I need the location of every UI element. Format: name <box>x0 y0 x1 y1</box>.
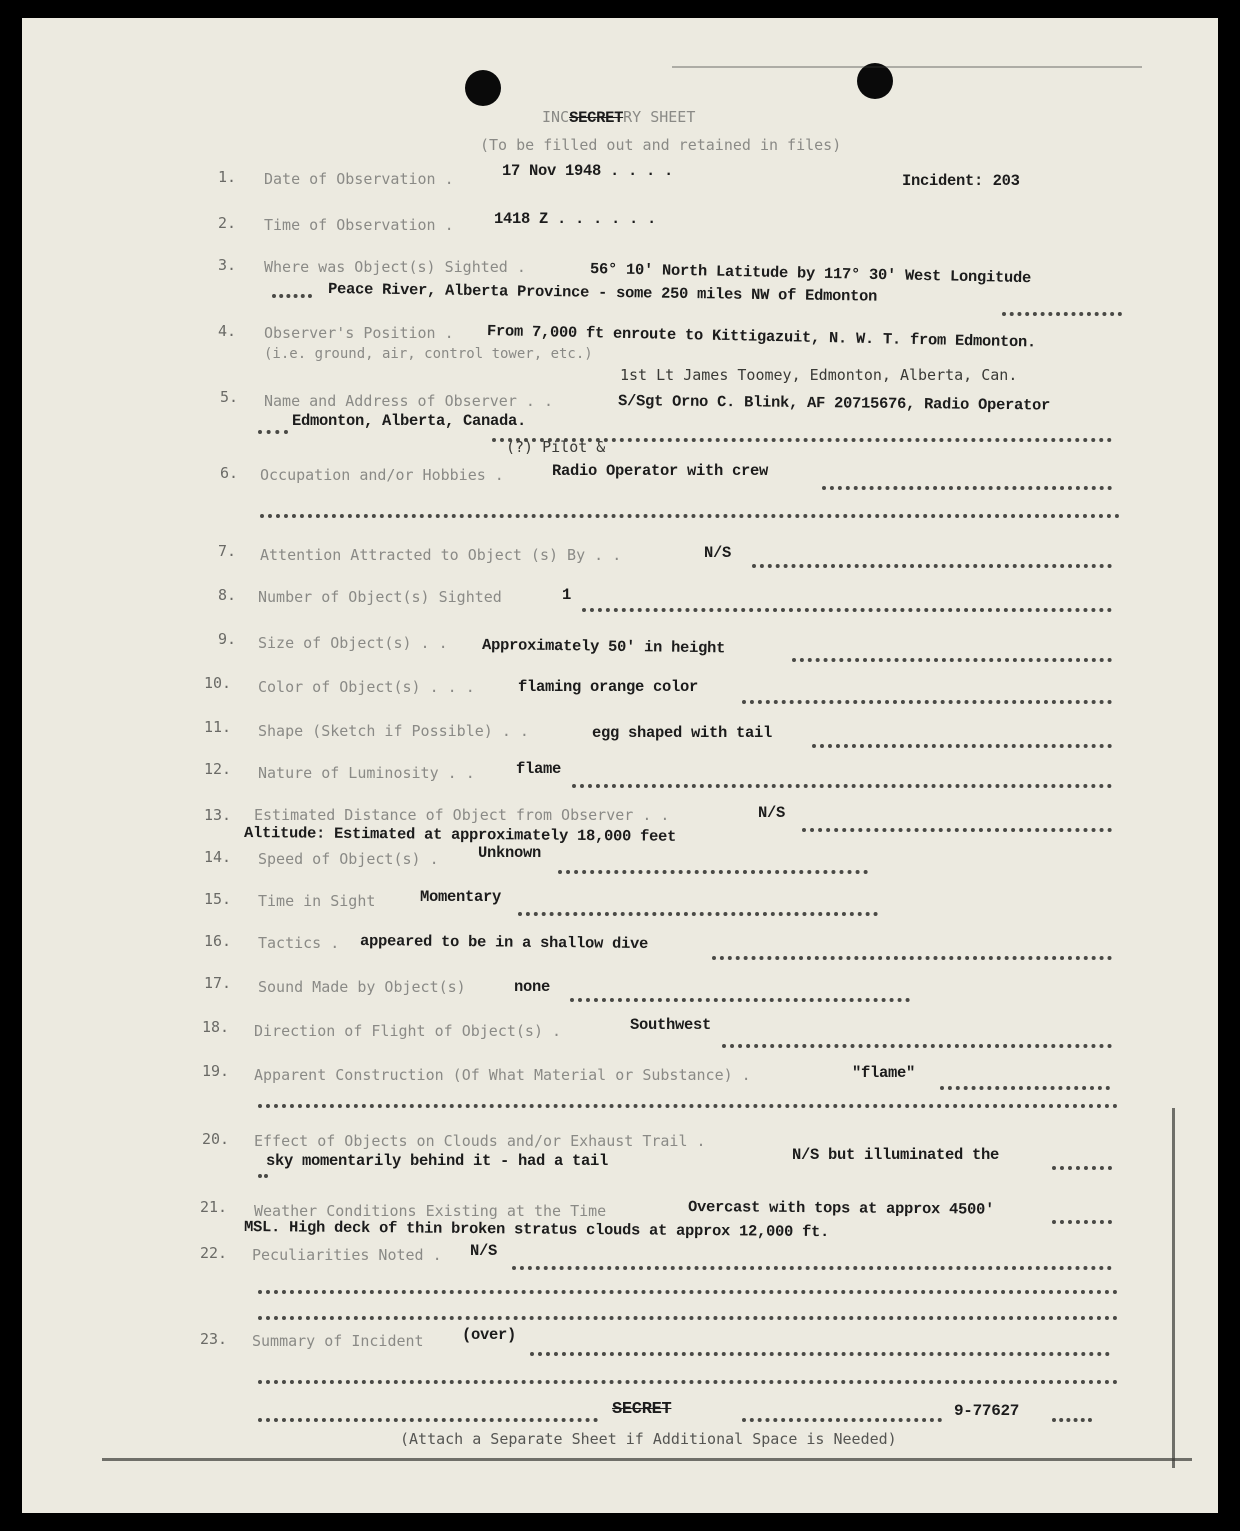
item-value: appeared to be in a shallow dive <box>359 932 649 954</box>
fill-dots <box>1002 312 1122 316</box>
item-label: Sound Made by Object(s) <box>258 978 466 996</box>
item-label: Speed of Object(s) . <box>258 850 439 868</box>
item-value: none <box>514 978 551 996</box>
fill-dots <box>1052 1220 1112 1224</box>
item-label: Peculiarities Noted . <box>252 1246 442 1264</box>
item-label: Shape (Sketch if Possible) . . <box>258 722 529 740</box>
item-value: 17 Nov 1948 . . . . <box>502 162 674 180</box>
item-label: Estimated Distance of Object from Observer . . <box>254 806 670 824</box>
document-number: 9-77627 <box>954 1402 1020 1420</box>
item-label: Effect of Objects on Clouds and/or Exhaust Trail . <box>254 1132 706 1150</box>
item-number: 16. <box>204 932 232 950</box>
item-value: Southwest <box>630 1016 712 1034</box>
item-value: N/S <box>470 1242 498 1260</box>
fill-dots <box>822 486 1112 490</box>
item-value-line2: Edmonton, Alberta, Canada. <box>292 412 527 430</box>
item-value: S/Sgt Orno C. Blink, AF 20715676, Radio Operator <box>617 392 1051 415</box>
fill-dots <box>582 608 1112 612</box>
item-label: Occupation and/or Hobbies . <box>260 466 504 484</box>
item-number: 22. <box>200 1244 228 1262</box>
item-label: Time of Observation . <box>264 216 454 234</box>
item-value-line2: Altitude: Estimated at approximately 18,000 feet <box>243 824 677 846</box>
item-label: Color of Object(s) . . . <box>258 678 475 696</box>
form-title: INCSECRETRY SHEET <box>542 108 696 127</box>
fill-dots <box>1052 1418 1092 1422</box>
item-value: 1418 Z . . . . . . <box>494 210 657 228</box>
item-label: Date of Observation . <box>264 170 454 188</box>
item-value-line2: Peace River, Alberta Province - some 250 miles NW of Edmonton <box>327 280 878 306</box>
item-sublabel: (i.e. ground, air, control tower, etc.) <box>264 346 593 362</box>
fill-dots <box>940 1086 1110 1090</box>
footer-note: (Attach a Separate Sheet if Additional Space is Needed) <box>400 1430 897 1448</box>
item-label: Time in Sight <box>258 892 376 910</box>
item-value-typed: (?) Pilot & <box>506 438 606 456</box>
fill-dots <box>258 1104 1118 1108</box>
item-number: 11. <box>204 718 232 736</box>
item-number: 12. <box>204 760 232 778</box>
item-value: 56° 10' North Latitude by 117° 30' West Longitude <box>589 260 1032 288</box>
item-value-line2: MSL. High deck of thin broken stratus clouds at approx 12,000 ft. <box>243 1218 830 1242</box>
item-number: 1. <box>218 168 237 186</box>
item-value: egg shaped with tail <box>592 724 773 742</box>
item-number: 4. <box>218 322 237 340</box>
item-label: Direction of Flight of Object(s) . <box>254 1022 562 1040</box>
item-value: N/S <box>758 804 786 822</box>
punch-hole-right <box>857 63 893 99</box>
item-value: flame <box>516 760 562 778</box>
item-number: 20. <box>202 1130 230 1148</box>
item-number: 5. <box>220 388 239 406</box>
item-label: Name and Address of Observer . . <box>264 392 553 410</box>
fill-dots <box>258 1380 1118 1384</box>
security-stamp: SECRET <box>612 1400 672 1419</box>
fill-dots <box>572 784 1112 788</box>
item-label: Apparent Construction (Of What Material or Substance) . <box>254 1066 751 1084</box>
item-label: Attention Attracted to Object (s) By . . <box>260 546 622 564</box>
item-value: 1 <box>562 586 572 604</box>
item-value: Overcast with tops at approx 4500' <box>687 1198 995 1219</box>
fill-dots <box>258 1418 598 1422</box>
item-label: Number of Object(s) Sighted <box>258 588 502 606</box>
item-value: (over) <box>462 1326 517 1344</box>
item-number: 7. <box>218 542 237 560</box>
fill-dots <box>272 294 312 298</box>
fill-dots <box>752 564 1112 568</box>
item-value: Unknown <box>478 844 542 862</box>
item-label: Weather Conditions Existing at the Time <box>254 1202 607 1220</box>
item-label: Observer's Position . <box>264 324 454 342</box>
item-number: 14. <box>204 848 232 866</box>
punch-hole-left <box>465 70 501 106</box>
document-page <box>22 18 1218 1513</box>
fill-dots <box>712 956 1112 960</box>
item-value: Approximately 50' in height <box>481 636 726 658</box>
fill-dots <box>792 658 1112 662</box>
fill-dots <box>258 430 288 434</box>
bottom-scan-line <box>102 1458 1192 1461</box>
item-number: 10. <box>204 674 232 692</box>
item-number: 21. <box>200 1198 228 1216</box>
fill-dots <box>742 700 1112 704</box>
item-number: 23. <box>200 1330 228 1348</box>
item-number: 13. <box>204 806 232 824</box>
fill-dots <box>260 514 1120 518</box>
item-value: flaming orange color <box>518 678 699 696</box>
item-number: 19. <box>202 1062 230 1080</box>
item-number: 9. <box>218 630 237 648</box>
top-scan-line <box>672 66 1142 68</box>
form-subtitle: (To be filled out and retained in files) <box>480 136 842 154</box>
item-number: 2. <box>218 214 237 232</box>
item-number: 18. <box>202 1018 230 1036</box>
right-scan-line <box>1172 1108 1175 1468</box>
fill-dots <box>258 1290 1118 1294</box>
item-value: N/S but illuminated the <box>792 1146 1000 1164</box>
item-number: 6. <box>220 464 239 482</box>
item-value-line2: sky momentarily behind it - had a tail <box>266 1152 609 1170</box>
item-label: Summary of Incident <box>252 1332 424 1350</box>
item-label: Nature of Luminosity . . <box>258 764 475 782</box>
item-label: Tactics . <box>258 934 340 952</box>
fill-dots <box>518 912 878 916</box>
item-label: Size of Object(s) . . <box>258 634 448 652</box>
fill-dots <box>258 1174 268 1178</box>
fill-dots <box>812 744 1112 748</box>
item-number: 15. <box>204 890 232 908</box>
incident-label: Incident: 203 <box>902 172 1020 190</box>
item-value: Radio Operator with crew <box>552 462 769 480</box>
item-value: "flame" <box>852 1064 916 1082</box>
fill-dots <box>1052 1166 1112 1170</box>
item-number: 17. <box>204 974 232 992</box>
fill-dots <box>722 1044 1112 1048</box>
item-number: 3. <box>218 256 237 274</box>
item-value: N/S <box>704 544 732 562</box>
fill-dots <box>512 1266 1112 1270</box>
fill-dots <box>530 1352 1110 1356</box>
fill-dots <box>742 1418 942 1422</box>
fill-dots <box>802 828 1112 832</box>
fill-dots <box>258 1316 1118 1320</box>
item-label: Where was Object(s) Sighted . <box>264 258 526 276</box>
fill-dots <box>570 998 910 1002</box>
item-number: 8. <box>218 586 237 604</box>
item-value: Momentary <box>420 888 502 906</box>
item-value-typed: 1st Lt James Toomey, Edmonton, Alberta, Can. <box>620 366 1018 384</box>
item-value: From 7,000 ft enroute to Kittigazuit, N. W. T. from Edmonton. <box>486 322 1037 352</box>
fill-dots <box>558 870 868 874</box>
